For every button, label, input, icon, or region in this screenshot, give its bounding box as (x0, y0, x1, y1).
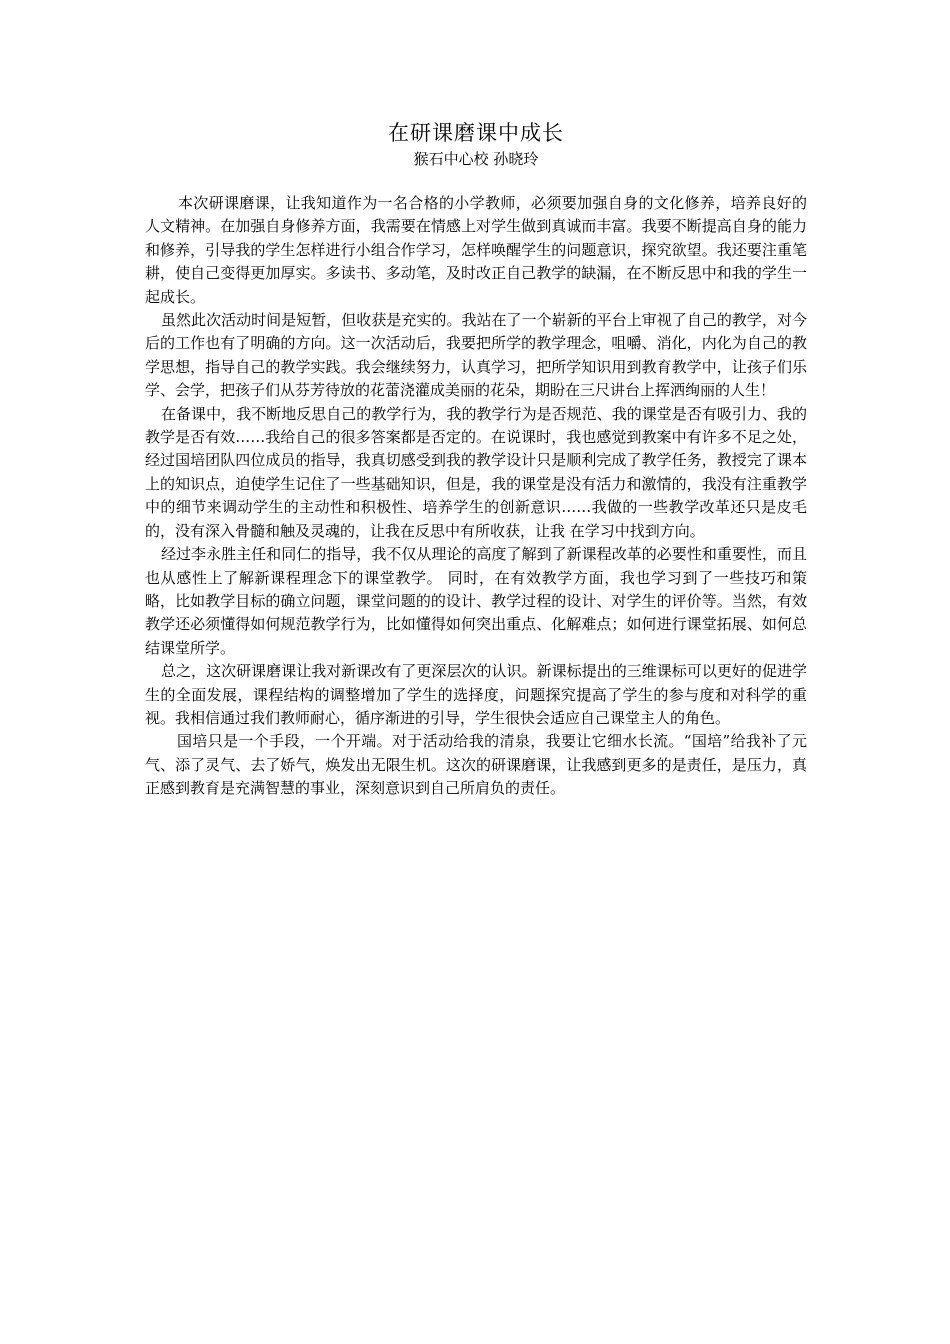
document-body (145, 192, 807, 801)
paragraph: 本次研课磨课，让我知道作为一名合格的小学教师，必须要加强自身的文化修养，培养良好的人文精神。在加强自身修养方面，我需要在情感上对学生做到真诚而丰富。我要不断提高自身的能力和修养，引导我的学生怎样进行小组合作学习，怎样唤醒学生的问题意识，探究欲望。我还要注重笔耕，使自己变得更加厚实。多读书、多动笔，及时改正自己教学的缺漏，在不断反思中和我的学生一起成长。 (145, 194, 807, 306)
paragraph: 总之，这次研课磨课让我对新课改有了更深层次的认识。新课标提出的三维课标可以更好的促进学生的全面发展，课程结构的调整增加了学生的选择度，问题探究提高了学生的参与度和对科学的重视。我相信通过我们教师耐心，循序渐进的引导，学生很快会适应自己课堂主人的角色。 (145, 662, 807, 727)
document-author: 猴石中心校 孙晓玲 (413, 150, 539, 168)
paragraph: 虽然此次活动时间是短暂，但收获是充实的。我站在了一个崭新的平台上审视了自己的教学，对今后的工作也有了明确的方向。这一次活动后，我要把所学的教学理念，咀嚼、消化，内化为自己的教学思想，指导自己的教学实践。我会继续努力，认真学习，把所学知识用到教育教学中，让孩子们乐学、会学，把孩子们从芬芳待放的花蕾浇灌成美丽的花朵，期盼在三尺讲台上挥洒绚丽的人生！ (145, 311, 807, 400)
paragraph: 经过李永胜主任和同仁的指导，我不仅从理论的高度了解到了新课程改革的必要性和重要性，而且也从感性上了解新课程理念下的课堂教学。 同时，在有效教学方面，我也学习到了一些技巧和策略，比如教学目标的确立问题，课堂问题的的设计、教学过程的设计、对学生的评价等。当然，有效教学还必须懂得如何规范教学行为，比如懂得如何突出重点、化解难点；如何进行课堂拓展、如何总结课堂所学。 (145, 545, 807, 657)
document-page (145, 118, 807, 801)
paragraph: 在备课中，我不断地反思自己的教学行为，我的教学行为是否规范、我的课堂是否有吸引力、我的教学是否有效……我给自己的很多答案都是否定的。在说课时，我也感觉到教案中有许多不足之处，经过国培团队四位成员的指导，我真切感受到我的教学设计只是顺利完成了教学任务，教授完了课本上的知识点，迫使学生记住了一些基础知识，但是，我的课堂是没有活力和激情的，我没有注重教学中的细节来调动学生的主动性和积极性、培养学生的创新意识……我做的一些教学改革还只是皮毛的，没有深入骨髓和触及灵魂的，让我在反思中有所收获，让我 在学习中找到方向。 (145, 404, 807, 540)
paragraph: 国培只是一个手段，一个开端。对于活动给我的清泉，我要让它细水长流。“国培”给我补了元气、添了灵气、去了娇气，焕发出无限生机。这次的研课磨课，让我感到更多的是责任，是压力，真正感到教育是充满智慧的事业，深刻意识到自己所肩负的责任。 (145, 732, 807, 798)
document-title: 在研课磨课中成长 (388, 121, 564, 145)
